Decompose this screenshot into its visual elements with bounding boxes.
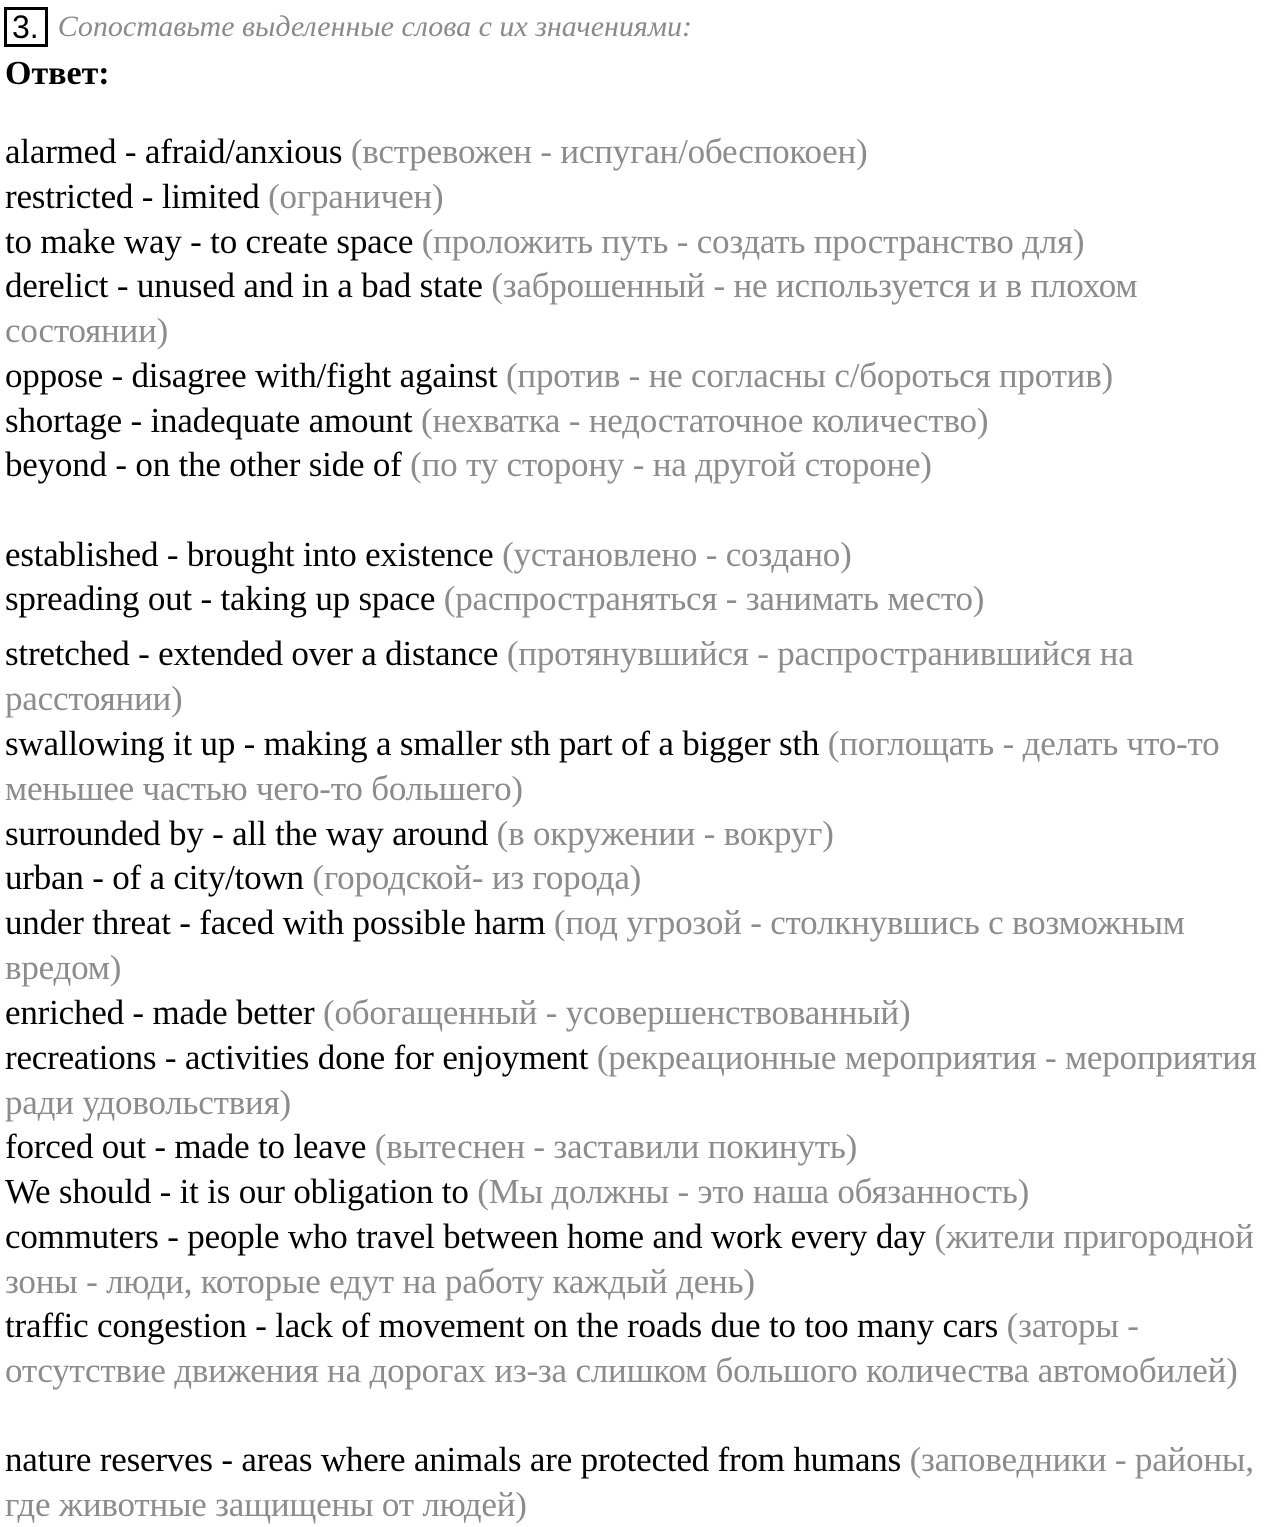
russian-translation: (в окружении - вокруг): [496, 814, 834, 853]
russian-translation: (по ту сторону - на другой стороне): [410, 445, 932, 484]
russian-translation: (заторы - отсутствие движения на дорогах из-за слишком большого количества автомобилей): [5, 1306, 1238, 1390]
english-definition: shortage - inadequate amount: [5, 401, 413, 440]
vocab-entry: [5, 811, 1283, 856]
russian-translation: (ограничен): [268, 177, 444, 216]
english-definition: established - brought into existence: [5, 535, 494, 574]
russian-translation: (жители пригородной зоны - люди, которые едут на работу каждый день): [5, 1217, 1254, 1301]
vocab-entry: [5, 1169, 1283, 1214]
vocab-entry: [5, 398, 1283, 443]
vocab-entry: [5, 353, 1283, 398]
vocab-entry: [5, 576, 1283, 621]
vocab-entry: [5, 1035, 1283, 1125]
vocab-entry: [5, 442, 1283, 487]
english-definition: commuters - people who travel between home and work every day: [5, 1217, 926, 1256]
english-definition: urban - of a city/town: [5, 858, 304, 897]
russian-translation: (установлено - создано): [502, 535, 852, 574]
vocab-entry: [5, 1214, 1283, 1304]
english-definition: recreations - activities done for enjoyment: [5, 1038, 589, 1077]
english-definition: beyond - on the other side of: [5, 445, 402, 484]
russian-translation: (встревожен - испуган/обеспокоен): [350, 132, 868, 171]
english-definition: traffic congestion - lack of movement on the roads due to too many cars: [5, 1306, 999, 1345]
vocab-entry: [5, 174, 1283, 219]
vocab-entry: [5, 263, 1283, 353]
vocab-entry: [5, 900, 1283, 990]
answer-label: Ответ:: [5, 55, 110, 92]
english-definition: spreading out - taking up space: [5, 579, 436, 618]
vocab-entry: [5, 721, 1283, 811]
english-definition: oppose - disagree with/fight against: [5, 356, 498, 395]
vocab-entry: [5, 532, 1283, 577]
russian-translation: (протянувшийся - распространившийся на расстоянии): [5, 634, 1134, 718]
russian-translation: (проложить путь - создать пространство для): [421, 222, 1085, 261]
english-definition: enriched - made better: [5, 993, 315, 1032]
vocab-entry: [5, 1303, 1283, 1393]
russian-translation: (против - не согласны с/бороться против): [505, 356, 1113, 395]
task-instruction: Сопоставьте выделенные слова с их значениями:: [57, 10, 692, 43]
english-definition: to make way - to create space: [5, 222, 414, 261]
vocab-entry: [5, 990, 1283, 1035]
vocab-entry: [5, 1124, 1283, 1169]
vocab-entry: [5, 1437, 1283, 1527]
english-definition: restricted - limited: [5, 177, 260, 216]
english-definition: We should - it is our obligation to: [5, 1172, 469, 1211]
english-definition: swallowing it up - making a smaller sth part of a bigger sth: [5, 724, 820, 763]
vocab-entry: [5, 855, 1283, 900]
english-definition: under threat - faced with possible harm: [5, 903, 546, 942]
vocab-entry: [5, 631, 1283, 721]
russian-translation: (под угрозой - столкнувшись с возможным вредом): [5, 903, 1185, 987]
russian-translation: (нехватка - недостаточное количество): [421, 401, 989, 440]
task-header: [4, 6, 692, 48]
russian-translation: (вытеснен - заставили покинуть): [374, 1127, 858, 1166]
russian-translation: (заброшенный - не используется и в плохом состоянии): [5, 266, 1138, 350]
english-definition: nature reserves - areas where animals are protected from humans: [5, 1440, 901, 1479]
english-definition: derelict - unused and in a bad state: [5, 266, 483, 305]
russian-translation: (Мы должны - это наша обязанность): [477, 1172, 1030, 1211]
english-definition: surrounded by - all the way around: [5, 814, 489, 853]
russian-translation: (обогащенный - усовершенствованный): [323, 993, 911, 1032]
vocab-entry: [5, 219, 1283, 264]
russian-translation: (рекреационные мероприятия - мероприятия ради удовольствия): [5, 1038, 1257, 1122]
vocab-entry: [5, 129, 1283, 174]
english-definition: stretched - extended over a distance: [5, 634, 499, 673]
english-definition: alarmed - afraid/anxious: [5, 132, 343, 171]
russian-translation: (поглощать - делать что-то меньшее частью чего-то большего): [5, 724, 1220, 808]
russian-translation: (распространяться - занимать место): [443, 579, 985, 618]
task-number: 3.: [4, 7, 48, 47]
russian-translation: (городской- из города): [312, 858, 642, 897]
russian-translation: (заповедники - районы, где животные защищены от людей): [5, 1440, 1254, 1524]
english-definition: forced out - made to leave: [5, 1127, 367, 1166]
